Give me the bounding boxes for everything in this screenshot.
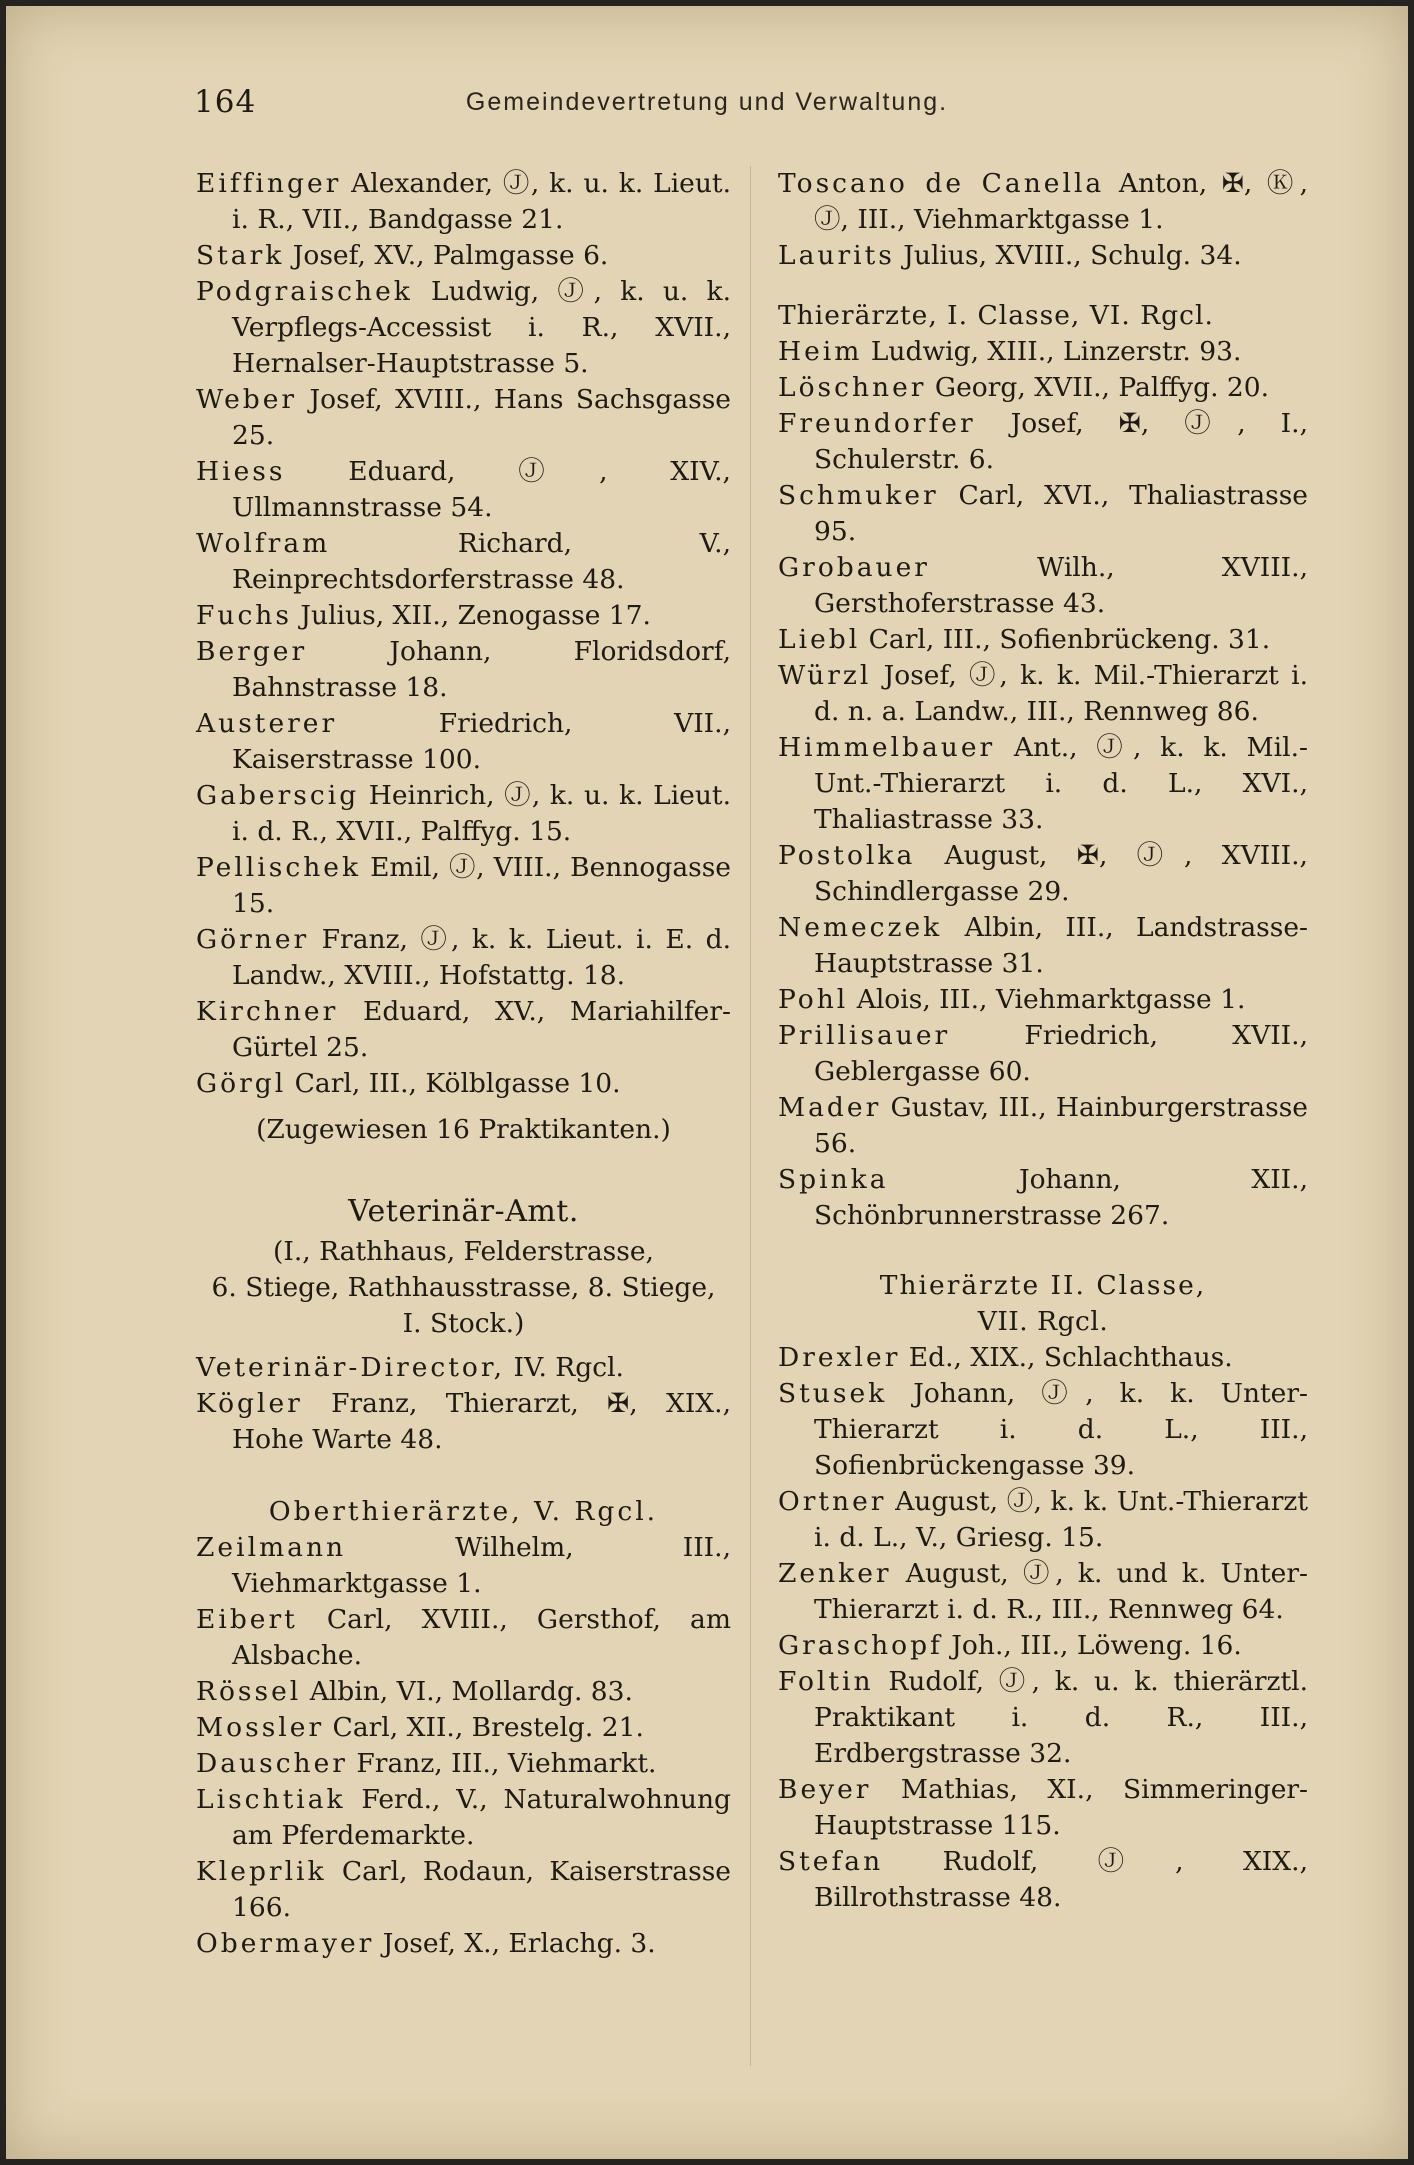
entry-text: Rudolf, Ⓙ, k. u. k. thierärztl. Praktikant i. d. R., III., Erdbergstrasse 32.: [814, 1666, 1308, 1769]
entry-text: Eduard, XV., Mariahilfer-Gürtel 25.: [232, 996, 731, 1063]
list-item: [778, 730, 1308, 838]
entry-text: Albin, VI., Mollardg. 83.: [301, 1676, 633, 1707]
list-item: [778, 1628, 1308, 1664]
right-column: [778, 166, 1308, 1916]
list-item: [196, 850, 731, 922]
entry-name: Beyer: [778, 1774, 872, 1805]
entry-name: Zenker: [778, 1558, 892, 1589]
entry-text: Alois, III., Viehmarktgasse 1.: [848, 984, 1246, 1015]
entry-text: Julius, XII., Zenogasse 17.: [291, 600, 651, 631]
entry-name: Kögler: [196, 1388, 303, 1419]
list-item: [778, 838, 1308, 910]
entry-name: Stusek: [778, 1378, 888, 1409]
entry-name: Postolka: [778, 840, 916, 871]
list-item: [778, 406, 1308, 478]
entry-text: Mathias, XI., Simmeringer-Hauptstrasse 115.: [814, 1774, 1308, 1841]
entry-text: Wilh., XVIII., Gersthoferstrasse 43.: [814, 552, 1308, 619]
list-item: [778, 370, 1308, 406]
subheading: Thierärzte, I. Classe, VI. Rgcl.: [778, 300, 1214, 331]
list-item: [196, 274, 731, 382]
list-item: [196, 1926, 731, 1962]
entry-name: Austerer: [196, 708, 338, 739]
entry-name: Stefan: [778, 1846, 884, 1877]
entry-group: [778, 166, 1308, 274]
list-item: [778, 550, 1308, 622]
entry-group: [196, 1386, 731, 1458]
entry-name: Weber: [196, 384, 298, 415]
entry-text: Ludwig, Ⓙ, k. u. k. Verpflegs-Accessist i. R., XVII., Hernalser-Hauptstrasse 5.: [232, 276, 731, 379]
left-column: [196, 166, 731, 1962]
entry-text: Josef, XVIII., Hans Sachsgasse 25.: [232, 384, 731, 451]
entry-text: Georg, XVII., Palffyg. 20.: [926, 372, 1270, 403]
entry-name: Foltin: [778, 1666, 874, 1697]
entry-name: Toscano de Canella: [778, 168, 1105, 199]
entry-name: Hiess: [196, 456, 286, 487]
list-item: [196, 1674, 731, 1710]
director-entry: [196, 1350, 731, 1386]
list-item: [196, 382, 731, 454]
entry-text: Rudolf, Ⓙ, XIX., Billrothstrasse 48.: [814, 1846, 1308, 1913]
entry-text: Josef, X., Erlachg. 3.: [374, 1928, 656, 1959]
entry-text: Ferd., V., Naturalwohnung am Pferdemarkte.: [232, 1784, 731, 1851]
list-item: [778, 1772, 1308, 1844]
list-item: [196, 1710, 731, 1746]
entry-text: Johann, XII., Schönbrunnerstrasse 267.: [814, 1164, 1308, 1231]
running-head: [6, 84, 1408, 124]
entry-text: Gustav, III., Hainburgerstrasse 56.: [814, 1092, 1308, 1159]
entry-name: Nemeczek: [778, 912, 943, 943]
entry-name: Görner: [196, 924, 310, 955]
list-item: [778, 622, 1308, 658]
list-item: [196, 1854, 731, 1926]
entry-text: Josef, XV., Palmgasse 6.: [284, 240, 609, 271]
list-item: [778, 334, 1308, 370]
entry-text: Friedrich, XVII., Geblergasse 60.: [814, 1020, 1308, 1087]
entry-text: Heinrich, Ⓙ, k. u. k. Lieut. i. d. R., XVII., Palffyg. 15.: [232, 780, 731, 847]
entry-text: Joh., III., Löweng. 16.: [942, 1630, 1242, 1661]
entry-text: Carl, III., Kölblgasse 10.: [286, 1068, 621, 1099]
page-number: 164: [194, 84, 257, 120]
entry-text: Franz, Ⓙ, k. k. Lieut. i. E. d. Landw., XVIII., Hofstattg. 18.: [232, 924, 731, 991]
section-title: Veterinär-Amt.: [348, 1194, 579, 1229]
list-item: [778, 1162, 1308, 1234]
entry-name: Berger: [196, 636, 308, 667]
list-item: [778, 478, 1308, 550]
entry-text: Josef, Ⓙ, k. k. Mil.-Thierarzt i. d. n. a. Landw., III., Rennweg 86.: [814, 660, 1308, 727]
address-line: 6. Stiege, Rathhausstrasse, 8. Stiege,: [211, 1272, 716, 1303]
entry-name: Mossler: [196, 1712, 325, 1743]
entry-text: Ludwig, XIII., Linzerstr. 93.: [862, 336, 1242, 367]
entry-text: Carl, III., Sofienbrückeng. 31.: [860, 624, 1271, 655]
list-item: [778, 166, 1308, 238]
list-item: [196, 238, 731, 274]
praktikanten-note: (Zugewiesen 16 Praktikanten.): [256, 1114, 671, 1145]
subheading: VII. Rgcl.: [977, 1306, 1109, 1337]
address-line: I. Stock.): [402, 1308, 525, 1339]
entry-name: Mader: [778, 1092, 882, 1123]
entry-group: [196, 1530, 731, 1962]
entry-text: Josef, ✠, Ⓙ, I., Schulerstr. 6.: [814, 408, 1308, 475]
list-item: [196, 454, 731, 526]
entry-text: Albin, III., Landstrasse-Hauptstrasse 31.: [814, 912, 1308, 979]
entry-name: Löschner: [778, 372, 927, 403]
entry-text: Franz, III., Viehmarkt.: [347, 1748, 657, 1779]
entry-name: Wolfram: [196, 528, 331, 559]
entry-name: Pohl: [778, 984, 849, 1015]
list-item: [196, 598, 731, 634]
entry-text: August, Ⓙ, k. k. Unt.-Thierarzt i. d. L., V., Griesg. 15.: [814, 1486, 1308, 1553]
entry-name: Grobauer: [778, 552, 930, 583]
entry-text: Wilhelm, III., Viehmarktgasse 1.: [232, 1532, 731, 1599]
entry-name: Eiffinger: [196, 168, 342, 199]
entry-name: Liebl: [778, 624, 861, 655]
entry-name: Obermayer: [196, 1928, 375, 1959]
entry-name: Gaberscig: [196, 780, 360, 811]
list-item: [778, 1556, 1308, 1628]
entry-text: Carl, XVI., Thaliastrasse 95.: [814, 480, 1308, 547]
entry-text: Richard, V., Reinprechtsdorferstrasse 48.: [232, 528, 731, 595]
entry-text: Carl, Rodaun, Kaiserstrasse 166.: [232, 1856, 731, 1923]
list-item: [778, 982, 1308, 1018]
list-item: [196, 1602, 731, 1674]
entry-text: Ant., Ⓙ, k. k. Mil.-Unt.-Thierarzt i. d. L., XVI., Thaliastrasse 33.: [814, 732, 1308, 835]
entry-name: Pellischek: [196, 852, 361, 883]
list-item: [196, 634, 731, 706]
entry-text: Carl, XII., Brestelg. 21.: [324, 1712, 644, 1743]
list-item: [196, 1746, 731, 1782]
entry-text: Julius, XVIII., Schulg. 34.: [894, 240, 1242, 271]
entry-name: Rössel: [196, 1676, 302, 1707]
list-item: [196, 1782, 731, 1854]
list-item: [196, 706, 731, 778]
entry-text: Alexander, Ⓙ, k. u. k. Lieut. i. R., VII., Bandgasse 21.: [232, 168, 731, 235]
entry-name: Fuchs: [196, 600, 292, 631]
entry-name: Kirchner: [196, 996, 339, 1027]
list-item: [778, 1484, 1308, 1556]
entry-text: Emil, Ⓙ, VIII., Bennogasse 15.: [232, 852, 731, 919]
subheading: Thierärzte II. Classe,: [879, 1270, 1207, 1301]
document-page: [6, 6, 1408, 2159]
entry-name: Prillisauer: [778, 1020, 951, 1051]
entry-name: Graschopf: [778, 1630, 943, 1661]
entry-text: Johann, Ⓙ, k. k. Unter-Thierarzt i. d. L., III., Sofienbrückengasse 39.: [814, 1378, 1308, 1481]
entry-name: Ortner: [778, 1486, 887, 1517]
list-item: [196, 166, 731, 238]
subheading: Oberthierärzte, V. Rgcl.: [268, 1496, 659, 1527]
entry-text: Friedrich, VII., Kaiserstrasse 100.: [232, 708, 731, 775]
entry-name: Görgl: [196, 1068, 287, 1099]
list-item: [778, 238, 1308, 274]
list-item: [196, 526, 731, 598]
entry-name: Dauscher: [196, 1748, 348, 1779]
entry-name: Spinka: [778, 1164, 889, 1195]
entry-name: Zeilmann: [196, 1532, 347, 1563]
list-item: [778, 658, 1308, 730]
entry-group: [196, 166, 731, 1102]
entry-text: IV. Rgcl.: [505, 1352, 624, 1383]
entry-name: Würzl: [778, 660, 872, 691]
entry-name: Lischtiak: [196, 1784, 346, 1815]
list-item: [196, 1530, 731, 1602]
list-item: [778, 1844, 1308, 1916]
entry-name: Schmuker: [778, 480, 939, 511]
entry-name: Eibert: [196, 1604, 298, 1635]
entry-text: August, Ⓙ, k. und k. Unter-Thierarzt i. d. R., III., Rennweg 64.: [814, 1558, 1308, 1625]
list-item: [778, 1376, 1308, 1484]
list-item: [778, 1090, 1308, 1162]
list-item: [196, 994, 731, 1066]
list-item: [778, 1664, 1308, 1772]
entry-text: August, ✠, Ⓙ, XVIII., Schindlergasse 29.: [814, 840, 1308, 907]
entry-name: Heim: [778, 336, 863, 367]
entry-text: Ed., XIX., Schlachthaus.: [900, 1342, 1233, 1373]
column-divider: [750, 166, 751, 2066]
list-item: [196, 778, 731, 850]
entry-name: Drexler: [778, 1342, 901, 1373]
list-item: [196, 922, 731, 994]
list-item: [196, 1386, 731, 1458]
entry-group: [778, 1340, 1308, 1916]
entry-name: Kleprlik: [196, 1856, 327, 1887]
entry-text: Johann, Floridsdorf, Bahnstrasse 18.: [232, 636, 731, 703]
entry-text: Anton, ✠, Ⓚ, Ⓙ, III., Viehmarktgasse 1.: [814, 168, 1309, 235]
entry-name: Stark: [196, 240, 285, 271]
entry-group: [778, 334, 1308, 1234]
entry-name: Veterinär-Director,: [196, 1352, 506, 1383]
entry-name: Freundorfer: [778, 408, 976, 439]
entry-text: Franz, Thierarzt, ✠, XIX., Hohe Warte 48.: [232, 1388, 731, 1455]
list-item: [196, 1066, 731, 1102]
running-title: Gemeindevertretung und Verwaltung.: [465, 88, 949, 116]
entry-name: Laurits: [778, 240, 895, 271]
list-item: [778, 1340, 1308, 1376]
entry-name: Himmelbauer: [778, 732, 996, 763]
entry-text: Carl, XVIII., Gersthof, am Alsbache.: [232, 1604, 731, 1671]
address-line: (I., Rathhaus, Felderstrasse,: [273, 1236, 654, 1267]
entry-name: Podgraischek: [196, 276, 413, 307]
list-item: [778, 1018, 1308, 1090]
entry-text: Eduard, Ⓙ, XIV., Ullmannstrasse 54.: [232, 456, 731, 523]
list-item: [778, 910, 1308, 982]
